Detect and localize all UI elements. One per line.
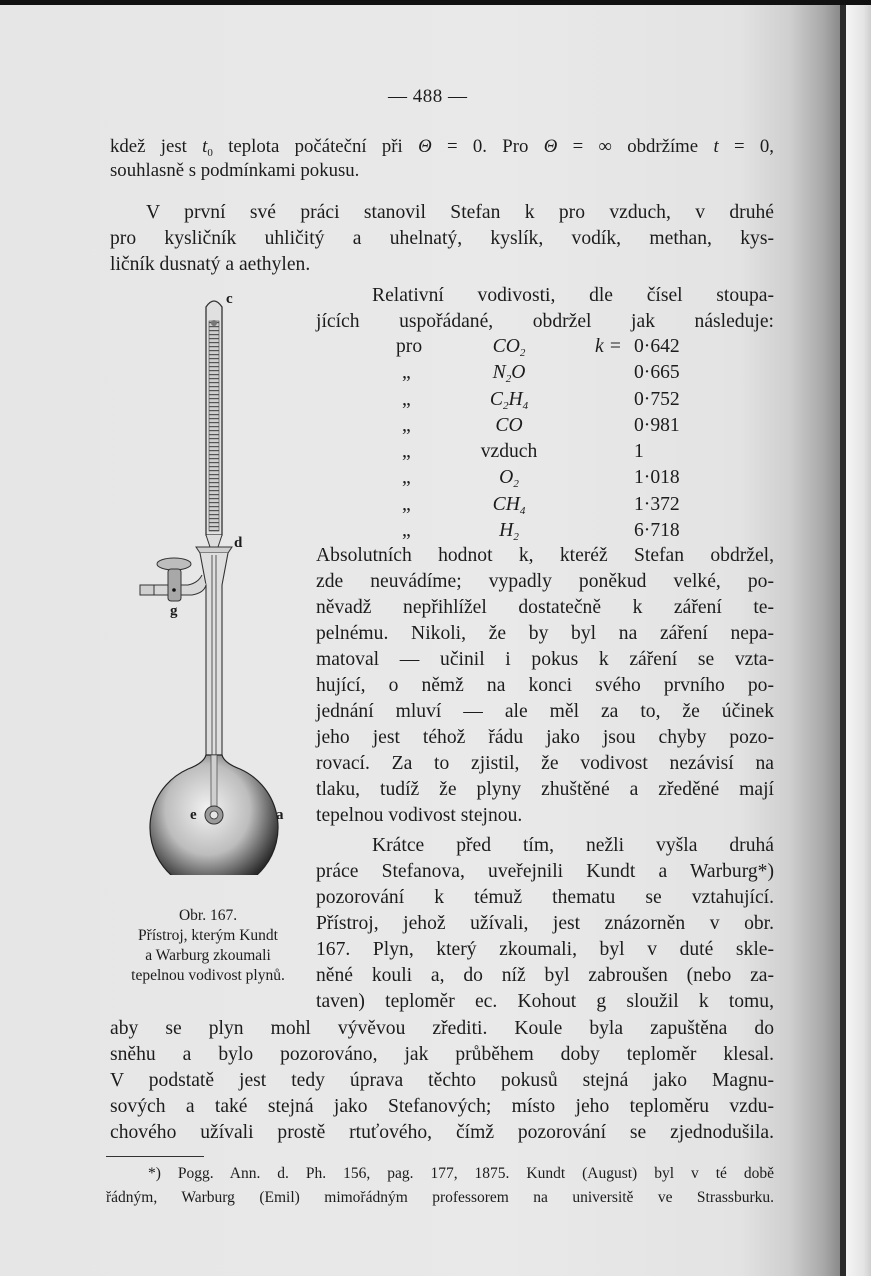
gas-formula: $CH_4$ <box>492 493 526 517</box>
label-c: c <box>226 291 233 307</box>
caption-line: Přístroj, kterým Kundt <box>138 927 278 944</box>
table-row: „ $N_2O$ 0·665 <box>402 362 680 386</box>
kundt-warburg-paragraph <box>316 833 774 1015</box>
text-line: matoval — učinil i pokus k záření se vzta- <box>316 649 774 670</box>
gas-formula: $C_2H_4$ <box>489 388 529 412</box>
text-line: práce Stefanova, uveřejnili Kundt a Warburg*) <box>316 861 774 882</box>
text-line: ličník dusnatý a aethylen. <box>110 254 311 275</box>
figure-caption <box>102 906 314 986</box>
text-line: sových a také stejná jako Stefanových; místo jeho teploměru vzdu- <box>110 1096 774 1117</box>
k-value: 1·372 <box>634 493 680 515</box>
bottom-paragraph <box>110 1016 774 1146</box>
text-line: 167. Plyn, který zkoumali, byl v duté skle- <box>316 939 774 960</box>
text-line: Absolutních hodnot k, kteréž Stefan obdržel, <box>316 545 774 566</box>
intro-line-2: souhlasně s podmínkami pokusu. <box>110 160 360 181</box>
gas-formula: $CO_2$ <box>492 336 526 359</box>
k-value: 0·981 <box>634 414 680 436</box>
text-line: něvadž nepřihlížel dostatečně k záření te- <box>316 597 774 618</box>
text-line: pelnému. Nikoli, že by byl na záření nepa- <box>316 623 774 644</box>
figure-number: Obr. 167. <box>178 907 238 924</box>
text-line: Relativní vodivosti, dle čísel stoupa- <box>372 285 774 306</box>
k-label: k = <box>595 336 622 357</box>
footnote <box>106 1162 774 1210</box>
text-line: jednání mluví — ale měl za to, že účinek <box>316 701 774 722</box>
text-line: zde neuvádíme; vypadly poněkud velké, po- <box>316 571 774 592</box>
conductivity-table <box>316 336 774 546</box>
gas-name: vzduch <box>480 441 538 463</box>
gas-formula: $N_2O$ <box>492 362 526 386</box>
text-line: pro kysličník uhličitý a uhelnatý, kyslík, vodík, methan, kys- <box>110 228 774 249</box>
figure-167-apparatus <box>118 285 308 875</box>
caption-line: a Warburg zkoumali <box>145 947 271 964</box>
caption-line: tepelnou vodivost plynů. <box>131 967 285 984</box>
table-row: „ vzduch 1 <box>402 441 644 463</box>
k-value: 0·665 <box>634 362 680 384</box>
footnote-line: řádným, Warburg (Emil) mimořádným professorem na universitě ve Strassburku. <box>106 1189 774 1206</box>
text-line: tlaku, tudíž že plyny zhuštěné a zředěné mají <box>316 779 774 800</box>
k-value: 1·018 <box>634 467 680 489</box>
text-line: V první své práci stanovil Stefan k pro vzduch, v druhé <box>146 202 774 223</box>
text-line: pozorování k témuž thematu se vztahující. <box>316 887 774 908</box>
label-a: a <box>276 807 284 823</box>
table-row: „ $O_2$ 1·018 <box>402 467 680 491</box>
label-e: e <box>190 807 197 823</box>
text-line: jeho jest téhož řádu jako jsou chyby pozo- <box>316 727 774 748</box>
text-line: tepelnou vodivost stejnou. <box>316 805 523 826</box>
label-d: d <box>234 535 243 551</box>
text-line: jících uspořádané, obdržel jak následuje: <box>316 311 774 332</box>
footnote-line: *) Pogg. Ann. d. Ph. 156, pag. 177, 1875. Kundt (August) byl v té době <box>148 1165 774 1182</box>
footnote-separator <box>106 1156 204 1157</box>
text-line: něné kouli a, do níž byl zabroušen (nebo za- <box>316 965 774 986</box>
text-line: Přístroj, jehož užívali, jest znázorněn v obr. <box>316 913 774 934</box>
table-row: pro $CO_2$ k = 0·642 <box>396 336 680 359</box>
absolute-values-paragraph <box>316 543 774 829</box>
k-value: 1 <box>634 441 644 463</box>
text-line: chového užívali prostě rtuťového, čímž pozorování se zjednodušila. <box>110 1122 774 1143</box>
k-value: 0·752 <box>634 388 680 410</box>
thermometer-flask-illustration <box>118 285 308 875</box>
gas-formula: $H_2$ <box>499 520 519 544</box>
table-row: „ $C_2H_4$ 0·752 <box>402 388 680 412</box>
k-value: 6·718 <box>634 520 680 542</box>
gas-formula: CO <box>495 414 523 436</box>
page-number: — 488 — <box>388 86 468 107</box>
text-line: taven) teploměr ec. Kohout g sloužil k tomu, <box>316 991 774 1012</box>
label-g: g <box>170 603 178 619</box>
text-line: hující, o němž na konci svého prvního po- <box>316 675 774 696</box>
text-line: sněhu a bylo pozorováno, jak průběhem doby teploměr klesal. <box>110 1044 774 1065</box>
table-row: „ $CH_4$ 1·372 <box>402 493 680 517</box>
text-line: V podstatě jest tedy úprava těchto pokusů stejná jako Magnu- <box>110 1070 774 1091</box>
k-value: 0·642 <box>634 336 680 357</box>
table-row: „ $H_2$ 6·718 <box>402 520 680 544</box>
text-line: Krátce před tím, nežli vyšla druhá <box>372 835 774 856</box>
book-spine <box>846 5 871 1276</box>
text-line: aby se plyn mohl vývěvou zřediti. Koule byla zapuštěna do <box>110 1018 774 1039</box>
gas-formula: $O_2$ <box>499 467 519 491</box>
intro-paragraph <box>110 135 774 183</box>
relative-conductivity-paragraph <box>316 283 774 335</box>
table-row: „ CO 0·981 <box>402 414 680 436</box>
stefan-paragraph <box>110 200 774 278</box>
text-line: rovací. Za to zjistil, že vodivost nezávisí na <box>316 753 774 774</box>
intro-line-1: kdež jest $t_0$ teplota počáteční při Θ = 0. Pro Θ = ∞ obdržíme t = 0, <box>110 136 774 159</box>
